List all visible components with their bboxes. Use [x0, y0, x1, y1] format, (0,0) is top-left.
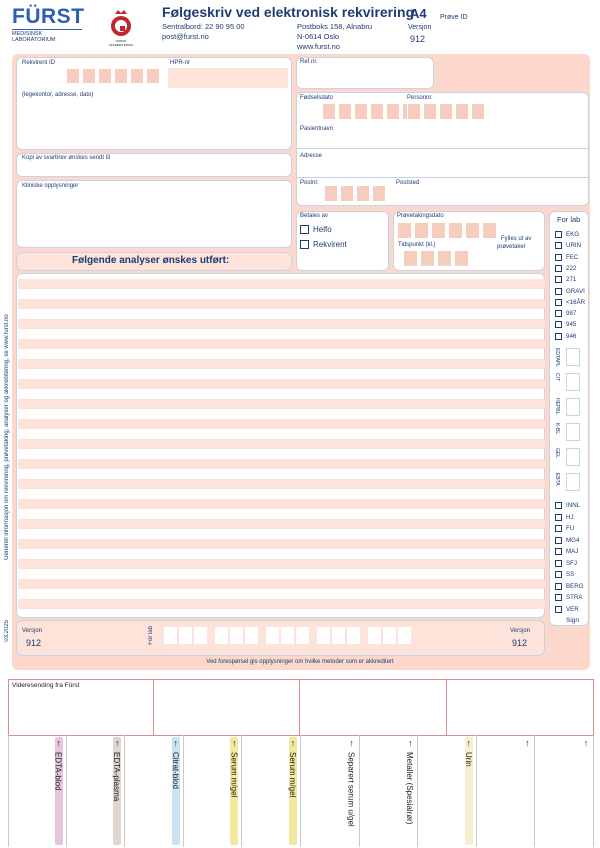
- provetakingsdato-cells[interactable]: [397, 222, 497, 239]
- helfo-label: Helfo: [313, 225, 332, 234]
- tube-label: EDTAPL: [554, 348, 560, 368]
- for-lab-checkbox[interactable]: [555, 537, 562, 544]
- for-lab-checkbox[interactable]: [555, 288, 562, 295]
- kopi-label: Kopi av svarbrev ønskes sendt til: [22, 155, 111, 161]
- brand-logo: [12, 5, 85, 43]
- analysis-line[interactable]: [18, 559, 545, 569]
- arrow-up-icon: ↑: [583, 738, 589, 748]
- fylles-ut-line1: Fylles ut av: [501, 236, 532, 242]
- for-lab-item-label: HJ: [566, 513, 574, 521]
- hpr-label: HPR-nr: [170, 60, 191, 66]
- for-lab-item[interactable]: [555, 571, 574, 578]
- prove-id: Prøve ID: [440, 14, 468, 21]
- for-lab-checkbox[interactable]: [555, 242, 562, 249]
- for-lab-item-label: EKG: [566, 231, 580, 238]
- for-lab-item[interactable]: [555, 333, 576, 340]
- for-lab-item-label: SFJ: [566, 559, 578, 567]
- for-lab-checkbox[interactable]: [555, 560, 562, 567]
- provetakingsdato-label: Prøvetakingsdato: [397, 213, 444, 219]
- for-lab-item-label: STRA: [566, 594, 583, 601]
- side-info: Generell informasjon om rekvirering, prøvetaking, analyser og akkreditering, se www.furst.no: [4, 314, 10, 560]
- arrow-up-icon: ↑: [407, 738, 413, 748]
- lab-code-cells[interactable]: [317, 627, 360, 644]
- version-right: 912: [512, 638, 528, 648]
- for-lab-item-label: INNL: [566, 502, 581, 509]
- version-left: 912: [26, 638, 42, 648]
- analysis-line[interactable]: [18, 579, 545, 589]
- for-lab-item[interactable]: [555, 560, 577, 567]
- for-lab-checkbox[interactable]: [555, 310, 562, 317]
- analysis-line[interactable]: [18, 299, 545, 309]
- website: www.furst.no: [297, 42, 340, 51]
- for-lab-checkbox[interactable]: [555, 514, 562, 521]
- for-lab-checkbox[interactable]: [555, 333, 562, 340]
- analysis-line[interactable]: [18, 319, 545, 329]
- tube-field[interactable]: [566, 423, 580, 441]
- for-lab-item-label: 987: [566, 310, 577, 318]
- brand-sub1: MEDISINSK: [12, 31, 43, 37]
- tube-type-label: Urin: [463, 752, 473, 767]
- for-lab-item[interactable]: [555, 299, 585, 306]
- version-label-left: Versjon: [22, 628, 43, 634]
- analysis-line[interactable]: [18, 459, 545, 469]
- analysis-line[interactable]: [18, 479, 545, 489]
- lab-code-cells[interactable]: [215, 627, 258, 644]
- tube-column: [535, 735, 594, 847]
- arrow-up-icon: ↑: [349, 738, 354, 748]
- fodselsdato-cells[interactable]: [322, 103, 416, 120]
- analyses-heading: Følgende analyser ønskes utført:: [72, 255, 230, 266]
- for-lab-item-label: URIN: [566, 242, 582, 250]
- tube-label: GEL: [554, 448, 560, 459]
- tube-type-label: Metaller (Spesialrør): [405, 752, 415, 825]
- for-lab-item-label: FU: [566, 525, 575, 532]
- videresending-area: [8, 679, 594, 735]
- analysis-line[interactable]: [18, 279, 545, 289]
- form-date: 03.2025: [4, 620, 10, 642]
- rekvirent-option-label: Rekvirent: [313, 240, 347, 249]
- for-lab-item-label: <16ÅR: [566, 298, 586, 306]
- analysis-line[interactable]: [18, 539, 545, 549]
- tube-type-label: EDTA-blod: [53, 752, 63, 791]
- analysis-line[interactable]: [18, 499, 545, 509]
- for-lab-footer: For lab: [148, 626, 154, 645]
- lab-code-cells[interactable]: [368, 627, 411, 644]
- arrow-up-icon: ↑: [290, 738, 296, 748]
- arrow-up-icon: ↑: [466, 738, 472, 748]
- rekvirent-info-label: (legekontor, adresse, dato): [22, 92, 94, 98]
- rekvirent-checkbox[interactable]: [300, 240, 309, 249]
- tube-field[interactable]: [566, 398, 580, 416]
- tidspunkt-label: Tidspunkt (kl.): [398, 242, 436, 248]
- lab-code-cells[interactable]: [266, 627, 309, 644]
- for-lab-item-label: 271: [566, 276, 577, 284]
- for-lab-item-label: MG4: [566, 536, 580, 544]
- for-lab-item-label: 945: [566, 321, 577, 329]
- for-lab-item-label: MAJ: [566, 548, 579, 555]
- ref-label: Ref.nr.: [300, 59, 318, 65]
- tube-label: EBTA: [554, 473, 560, 486]
- analysis-line[interactable]: [18, 599, 545, 609]
- seal-label: NORSK AKKREDITERING: [108, 39, 134, 47]
- version-label-top: Versjon: [408, 24, 432, 31]
- helfo-checkbox[interactable]: [300, 225, 309, 234]
- for-lab-item[interactable]: [555, 548, 578, 555]
- for-lab-item[interactable]: [555, 265, 576, 272]
- arrow-up-icon: ↑: [56, 738, 61, 748]
- for-lab-checkbox[interactable]: [555, 231, 562, 238]
- postnr-label: Postnr.: [300, 180, 319, 186]
- for-lab-checkbox[interactable]: [555, 254, 562, 261]
- tube-type-label: Citrat-blod: [170, 752, 180, 789]
- accreditation-seal: [106, 8, 136, 50]
- sentralbord: Sentralbord: 22 90 95 00: [162, 22, 245, 31]
- for-lab-heading: For lab: [557, 215, 581, 224]
- rekvirent-id-cells[interactable]: [66, 68, 160, 84]
- arrow-up-icon: ↑: [114, 738, 120, 748]
- hpr-field[interactable]: [168, 68, 288, 88]
- for-lab-item[interactable]: [555, 288, 585, 295]
- helfo-option[interactable]: [300, 225, 332, 234]
- tube-label: CIT: [554, 373, 560, 382]
- rekvirent-id-label: Rekvirent ID: [22, 60, 56, 66]
- arrow-up-icon: ↑: [525, 738, 530, 748]
- kliniske-label: Kliniske opplysninger: [22, 183, 79, 189]
- address-line1: Postboks 158, Alnabru: [297, 22, 373, 31]
- analysis-line[interactable]: [18, 439, 545, 449]
- fylles-ut-line2: prøvetaker: [497, 244, 526, 250]
- tube-type-label: EDTA-plasma: [112, 752, 122, 802]
- for-lab-item-label: VER: [566, 605, 579, 613]
- email: post@furst.no: [162, 32, 209, 41]
- version-label-right: Versjon: [510, 628, 531, 634]
- tube-field[interactable]: [566, 348, 580, 366]
- for-lab-item[interactable]: [555, 525, 574, 532]
- for-lab-checkbox[interactable]: [555, 548, 562, 555]
- brand-sub2: LABORATORIUM: [12, 37, 56, 43]
- pasientnavn-label: Pasientnavn: [300, 126, 334, 132]
- for-lab-checkbox[interactable]: [555, 525, 562, 532]
- for-lab-item-label: FEC: [566, 253, 579, 261]
- address-line2: N-0614 Oslo: [297, 32, 340, 41]
- for-lab-checkbox[interactable]: [555, 276, 562, 283]
- for-lab-item[interactable]: [555, 310, 576, 317]
- for-lab-checkbox[interactable]: [555, 299, 562, 306]
- analysis-line[interactable]: [18, 399, 545, 409]
- for-lab-item-label: BERG: [566, 582, 584, 590]
- for-lab-item-label: 222: [566, 264, 577, 272]
- adresse-label: Adresse: [300, 153, 323, 159]
- postnr-cells[interactable]: [324, 185, 386, 202]
- arrow-up-icon: ↑: [173, 738, 179, 748]
- kliniske-box[interactable]: [16, 180, 292, 248]
- analysis-line[interactable]: [18, 379, 545, 389]
- for-lab-item[interactable]: [555, 606, 579, 613]
- betales-label: Betales av: [300, 213, 329, 219]
- videresending-label: Videresending fra Fürst: [12, 682, 80, 689]
- form-title: Følgeskriv ved elektronisk rekvirering: [162, 4, 415, 20]
- tube-field[interactable]: [566, 448, 580, 466]
- form-code: A4: [410, 6, 427, 21]
- accreditation-note: Ved forespørsel gis opplysninger om hvilke metoder som er akkreditert: [206, 659, 394, 665]
- tube-type-label: Separert serum u/gel: [346, 752, 356, 827]
- for-lab-item-label: SS: [566, 571, 575, 578]
- rekvirent-option[interactable]: [300, 240, 347, 249]
- lab-code-cells[interactable]: [164, 627, 207, 644]
- tube-label: HEPBL: [554, 398, 560, 415]
- tube-column: [477, 735, 536, 847]
- version-top: 912: [410, 34, 426, 44]
- for-lab-item[interactable]: [555, 321, 576, 328]
- for-lab-item[interactable]: [555, 231, 579, 238]
- analysis-line[interactable]: [18, 339, 545, 349]
- for-lab-item[interactable]: [555, 537, 579, 544]
- for-lab-item[interactable]: [555, 242, 581, 249]
- for-lab-item[interactable]: [555, 514, 574, 521]
- tube-field[interactable]: [566, 373, 580, 391]
- analysis-line[interactable]: [18, 519, 545, 529]
- for-lab-checkbox[interactable]: [555, 265, 562, 272]
- tube-field[interactable]: [566, 473, 580, 491]
- tube-type-label: Serum m/gel: [288, 752, 297, 798]
- personnr-cells[interactable]: [407, 103, 485, 120]
- analysis-line[interactable]: [18, 419, 545, 429]
- for-lab-item[interactable]: [555, 502, 580, 509]
- poststed-label: Poststed: [396, 180, 420, 186]
- for-lab-checkbox[interactable]: [555, 321, 562, 328]
- sign-label: Sign: [566, 617, 580, 624]
- for-lab-item-label: 946: [566, 332, 577, 340]
- analysis-line[interactable]: [18, 359, 545, 369]
- for-lab-item[interactable]: [555, 276, 576, 283]
- for-lab-item[interactable]: [555, 594, 583, 601]
- arrow-up-icon: ↑: [232, 738, 237, 748]
- for-lab-item-label: GRAVI: [566, 287, 585, 295]
- for-lab-item[interactable]: [555, 254, 578, 261]
- tube-label: K-BL: [554, 423, 560, 435]
- tube-type-label: Serum m/gel: [229, 752, 239, 798]
- for-lab-checkbox[interactable]: [555, 502, 562, 509]
- for-lab-checkbox[interactable]: [555, 583, 562, 590]
- fodselsdato-label: Fødselsdato: [300, 95, 334, 101]
- for-lab-checkbox[interactable]: [555, 594, 562, 601]
- tidspunkt-cells[interactable]: [403, 250, 469, 267]
- for-lab-item[interactable]: [555, 583, 584, 590]
- brand-name: FÜRST: [12, 5, 85, 28]
- for-lab-checkbox[interactable]: [555, 571, 562, 578]
- personnr-label: Personnr.: [407, 95, 433, 101]
- for-lab-checkbox[interactable]: [555, 606, 562, 613]
